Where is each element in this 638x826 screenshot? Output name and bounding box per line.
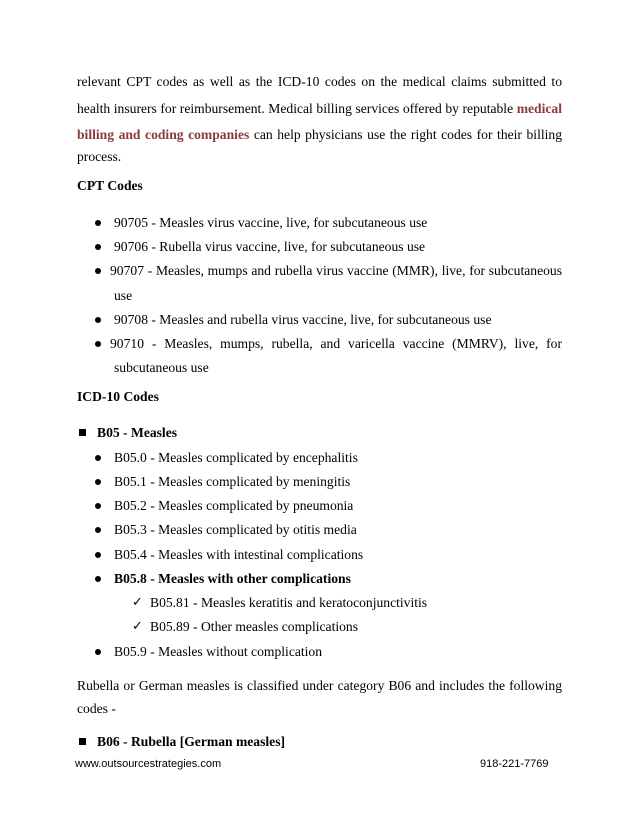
rubella-line-2: codes - [77,701,116,716]
icd-item: B05.1 - Measles complicated by meningitis [114,474,351,489]
round-bullet-icon [95,220,101,226]
round-bullet-icon [95,649,101,655]
square-bullet-icon [79,429,86,436]
round-bullet-icon [95,479,101,485]
intro-line-1: relevant CPT codes as well as the ICD-10 codes on the medical claims submitted to [77,74,562,89]
rubella-line-1: Rubella or German measles is classified under category B06 and includes the following [77,678,562,693]
checkmark-icon: ✓ [132,595,143,610]
icd-item: B05.2 - Measles complicated by pneumonia [114,498,354,513]
cpt-item-continuation: use [114,288,133,303]
intro-line-3 [77,127,562,143]
footer-phone: 918-221-7769 [480,758,549,770]
round-bullet-icon [95,317,101,323]
icd-item: B05.0 - Measles complicated by encephalitis [114,450,358,465]
footer-website: www.outsourcestrategies.com [75,758,222,770]
icd-item: B05.3 - Measles complicated by otitis media [114,522,357,537]
checkmark-icon: ✓ [132,619,143,634]
round-bullet-icon [95,455,101,461]
round-bullet-icon [95,503,101,509]
icd-group-b05: B05 - Measles [97,425,178,440]
intro-line-4: process. [77,149,122,164]
intro-line-2 [77,101,562,117]
icd-subitem: B05.81 - Measles keratitis and keratoconjunctivitis [150,595,428,610]
cpt-item: 90705 - Measles virus vaccine, live, for subcutaneous use [114,215,428,230]
round-bullet-icon [95,244,101,250]
intro-line-3-text: can help physicians use the right codes for their billing [253,127,562,142]
icd-item: B05.4 - Measles with intestinal complications [114,547,364,562]
cpt-item: 90710 - Measles, mumps, rubella, and varicella vaccine (MMRV), live, for [110,336,562,351]
intro-line-2-text: health insurers for reimbursement. Medical billing services offered by reputable [77,101,514,116]
round-bullet-icon [95,268,101,274]
round-bullet-icon [95,527,101,533]
medical-billing-link-part-1[interactable]: medical [516,101,562,116]
icd-group-b06: B06 - Rubella [German measles] [97,734,286,749]
cpt-item: 90707 - Measles, mumps and rubella virus vaccine (MMR), live, for subcutaneous [110,263,562,278]
square-bullet-icon [79,738,86,745]
cpt-heading: CPT Codes [77,178,143,193]
icd-item: B05.9 - Measles without complication [114,644,323,659]
round-bullet-icon [95,552,101,558]
round-bullet-icon [95,341,101,347]
icd-subitem: B05.89 - Other measles complications [150,619,359,634]
icd-item-bold: B05.8 - Measles with other complications [114,571,351,586]
medical-billing-link-part-2[interactable]: billing and coding companies [77,127,250,142]
round-bullet-icon [95,576,101,582]
icd-heading: ICD-10 Codes [77,389,159,404]
cpt-item: 90706 - Rubella virus vaccine, live, for subcutaneous use [114,239,426,254]
cpt-item: 90708 - Measles and rubella virus vaccine, live, for subcutaneous use [114,312,492,327]
cpt-item-continuation: subcutaneous use [114,360,209,375]
